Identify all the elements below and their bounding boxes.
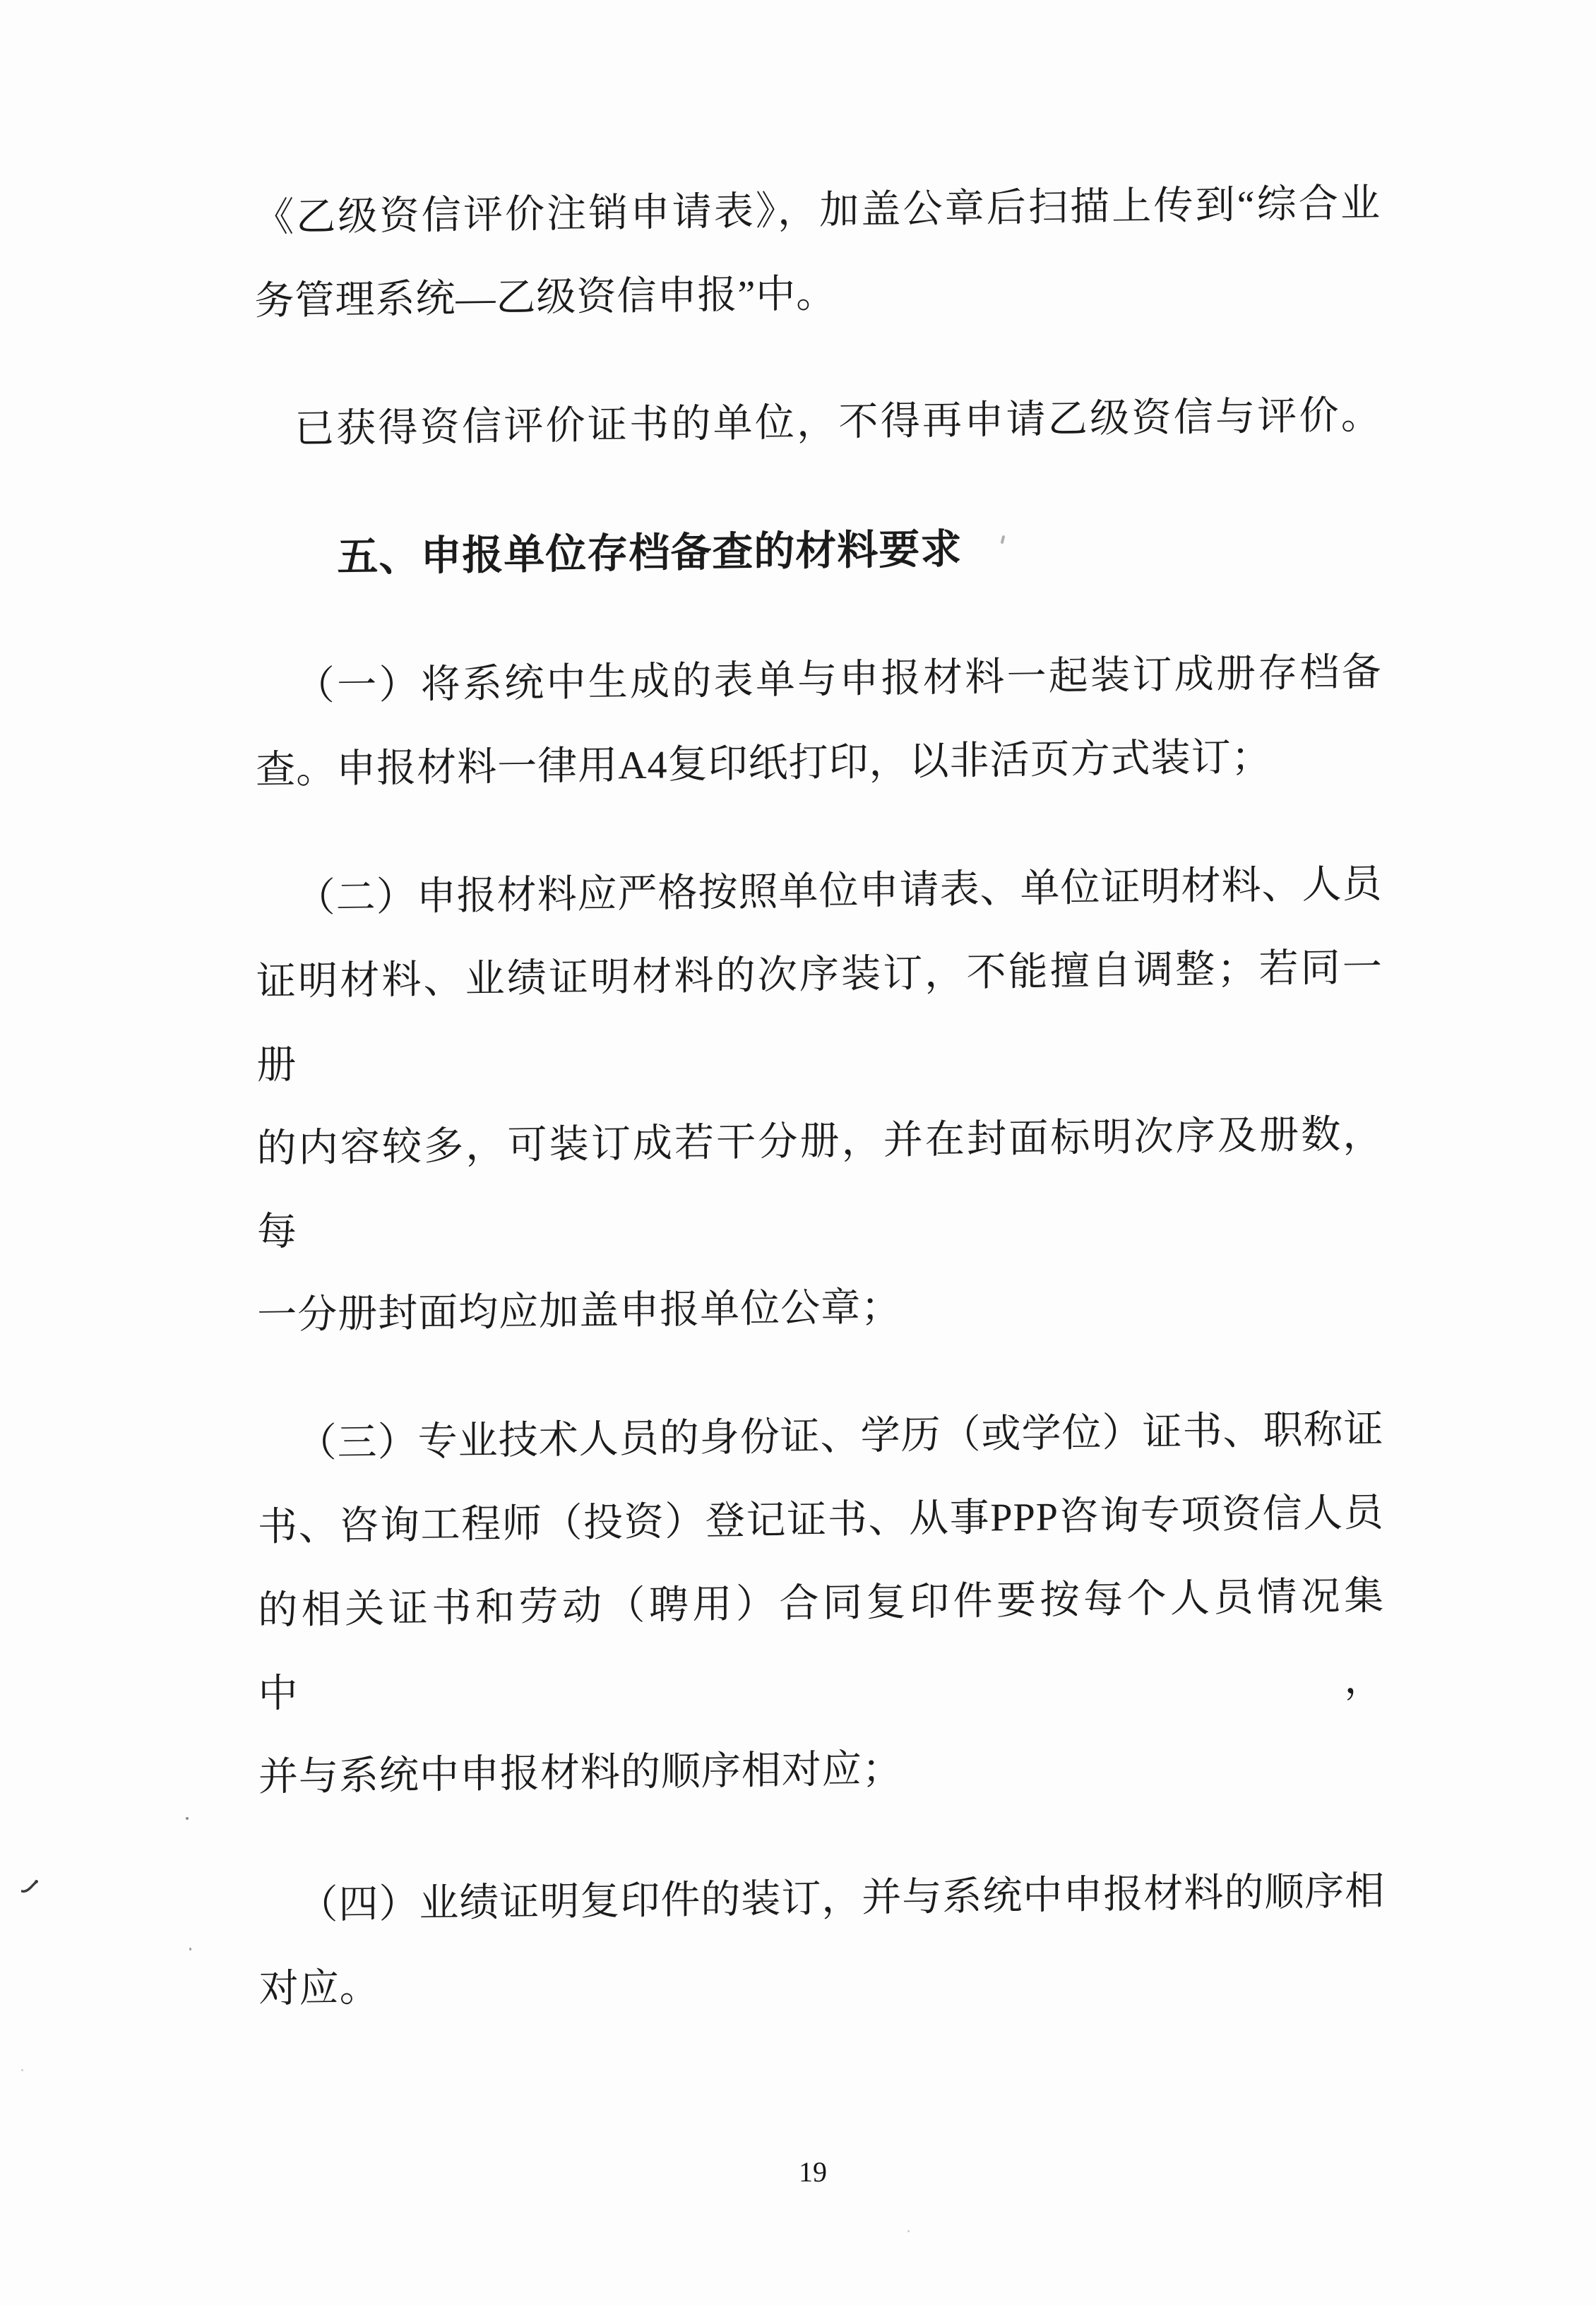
text-line: （三）专业技术人员的身份证、学历（或学位）证书、职称证 xyxy=(297,1407,1384,1466)
text-line: （二）申报材料应严格按照单位申请表、单位证明材料、人员 xyxy=(295,862,1383,921)
paragraph xyxy=(256,631,1382,812)
paragraph xyxy=(254,162,1381,343)
text-line: 已获得资信评价证书的单位，不得再申请乙级资信与评价。 xyxy=(294,393,1381,452)
page-number: 19 xyxy=(799,2156,827,2188)
paragraph xyxy=(255,502,1381,600)
text-line: 书、咨询工程师（投资）登记证书、从事PPP咨询专项资信人员 xyxy=(257,1491,1384,1550)
scan-speck xyxy=(189,1948,191,1950)
text-line: 的相关证书和劳动（聘用）合同复印件要按每个人员情况集中， xyxy=(258,1574,1385,1717)
pen-squiggle-mark xyxy=(21,1878,40,1894)
scan-speck xyxy=(907,2230,910,2232)
text-block xyxy=(254,162,1386,2076)
text-line: 证明材料、业绩证明材料的次序装订，不能擅自调整；若同一册 xyxy=(256,946,1383,1088)
text-line: 《乙级资信评价注销申请表》，加盖公章后扫描上传到“综合业 xyxy=(254,181,1381,241)
text-line: 一分册封面均应加盖申报单位公章； xyxy=(257,1285,902,1338)
text-line: 对应。 xyxy=(258,1965,380,2012)
text-line: （一）将系统中生成的表单与申报材料一起装订成册存档备 xyxy=(294,650,1382,709)
text-line: 务管理系统—乙级资信申报”中。 xyxy=(254,272,837,324)
text-line: 并与系统中申报材料的顺序相对应； xyxy=(258,1747,903,1800)
text-line: 查。申报材料一律用A4复印纸打印，以非活页方式装订； xyxy=(256,735,1272,793)
scan-speck xyxy=(186,1817,189,1820)
paragraph xyxy=(258,1388,1385,1819)
text-line: （四）业绩证明复印件的装订，并与系统中申报材料的顺序相 xyxy=(298,1869,1386,1928)
paragraph xyxy=(256,842,1384,1357)
paragraph xyxy=(255,374,1381,472)
text-line: 的内容较多，可装订成若干分册，并在封面标明次序及册数，每 xyxy=(256,1112,1383,1255)
section-heading: 五、申报单位存档备查的材料要求 xyxy=(337,525,963,580)
paragraph xyxy=(258,1850,1385,2031)
scan-speck xyxy=(21,2069,23,2071)
